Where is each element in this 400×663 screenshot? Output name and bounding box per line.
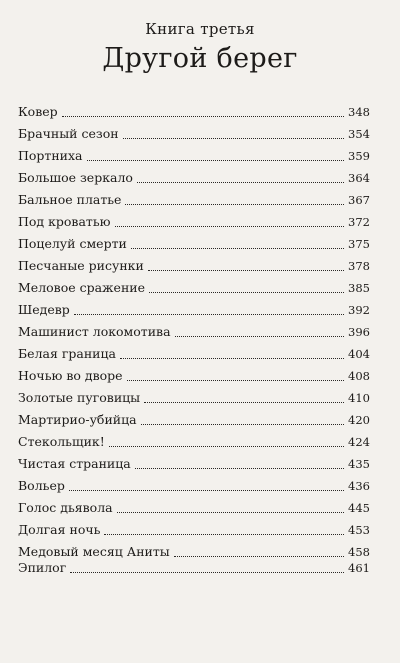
dot-leader — [117, 511, 344, 513]
dot-leader — [104, 533, 344, 535]
dot-leader — [120, 357, 344, 359]
dot-leader — [69, 489, 344, 491]
toc-entry-page: 354 — [348, 127, 370, 141]
toc-entry — [18, 497, 370, 519]
dot-leader — [148, 269, 344, 271]
toc-entry-page: 420 — [348, 413, 370, 427]
toc-entry-page: 385 — [348, 281, 370, 295]
toc-entry-page: 461 — [348, 561, 370, 575]
toc-entry-title: Золотые пуговицы — [18, 390, 141, 405]
toc-entry-page: 372 — [348, 215, 370, 229]
toc-entry-title: Чистая страница — [18, 456, 131, 471]
toc-entry-title: Поцелуй смерти — [18, 236, 127, 251]
dot-leader — [87, 159, 344, 161]
toc-entry-title: Бальное платье — [18, 192, 122, 207]
toc-entry — [18, 519, 370, 541]
toc-entry-page: 392 — [348, 303, 370, 317]
dot-leader — [141, 423, 344, 425]
toc-entry-page: 445 — [348, 501, 370, 515]
dot-leader — [123, 137, 344, 139]
dot-leader — [137, 181, 344, 183]
toc-entry-page: 424 — [348, 435, 370, 449]
toc-entry-title: Ночью во дворе — [18, 368, 123, 383]
dot-leader — [149, 291, 344, 293]
dot-leader — [127, 379, 344, 381]
toc-entry — [18, 299, 370, 321]
toc-entry — [18, 453, 370, 475]
toc-entry — [18, 343, 370, 365]
toc-entry-title: Стекольщик! — [18, 434, 105, 449]
toc-entry — [18, 431, 370, 453]
toc-entry-title: Долгая ночь — [18, 522, 101, 537]
dot-leader — [62, 115, 344, 117]
toc-entry-title: Брачный сезон — [18, 126, 119, 141]
table-of-contents — [18, 101, 370, 563]
toc-entry-title: Мартирио-убийца — [18, 412, 137, 427]
toc-entry — [18, 255, 370, 277]
toc-entry-page: 408 — [348, 369, 370, 383]
toc-entry-title: Эпилог — [18, 560, 67, 575]
toc-entry-title: Портниха — [18, 148, 83, 163]
toc-entry-page: 367 — [348, 193, 370, 207]
toc-entry — [18, 475, 370, 497]
toc-entry — [18, 101, 370, 123]
dot-leader — [135, 467, 344, 469]
toc-entry-page: 410 — [348, 391, 370, 405]
dot-leader — [109, 445, 344, 447]
toc-entry — [18, 123, 370, 145]
toc-entry-title: Под кроватью — [18, 214, 111, 229]
toc-entry — [18, 211, 370, 233]
toc-entry — [18, 189, 370, 211]
toc-entry-page: 435 — [348, 457, 370, 471]
toc-entry-page: 458 — [348, 545, 370, 559]
toc-entry-page: 375 — [348, 237, 370, 251]
toc-entry — [18, 233, 370, 255]
toc-entry-title: Медовый месяц Аниты — [18, 544, 170, 559]
dot-leader — [125, 203, 344, 205]
toc-entry-title: Ковер — [18, 104, 58, 119]
toc-entry-epilogue — [18, 557, 370, 579]
toc-entry — [18, 365, 370, 387]
toc-entry-page: 396 — [348, 325, 370, 339]
dot-leader — [175, 335, 344, 337]
toc-entry — [18, 145, 370, 167]
toc-entry-title: Шедевр — [18, 302, 70, 317]
toc-entry — [18, 387, 370, 409]
part-title: Другой берег — [102, 43, 298, 74]
toc-entry-page: 364 — [348, 171, 370, 185]
toc-entry — [18, 321, 370, 343]
dot-leader — [70, 571, 344, 573]
toc-entry-page: 453 — [348, 523, 370, 537]
toc-epilogue — [18, 557, 370, 579]
toc-entry-page: 404 — [348, 347, 370, 361]
toc-entry-title: Вольер — [18, 478, 65, 493]
toc-entry-page: 436 — [348, 479, 370, 493]
toc-entry-title: Машинист локомотива — [18, 324, 171, 339]
toc-entry-title: Голос дьявола — [18, 500, 113, 515]
toc-entry-page: 378 — [348, 259, 370, 273]
toc-entry-title: Белая граница — [18, 346, 116, 361]
toc-entry-title: Меловое сражение — [18, 280, 146, 295]
toc-entry — [18, 167, 370, 189]
toc-entry — [18, 277, 370, 299]
dot-leader — [74, 313, 344, 315]
toc-entry-page: 348 — [348, 105, 370, 119]
dot-leader — [115, 225, 344, 227]
toc-entry — [18, 409, 370, 431]
dot-leader — [144, 401, 344, 403]
toc-entry-title: Большое зеркало — [18, 170, 133, 185]
toc-entry-page: 359 — [348, 149, 370, 163]
book-label: Книга третья — [145, 20, 255, 38]
dot-leader — [131, 247, 344, 249]
toc-entry-title: Песчаные рисунки — [18, 258, 144, 273]
